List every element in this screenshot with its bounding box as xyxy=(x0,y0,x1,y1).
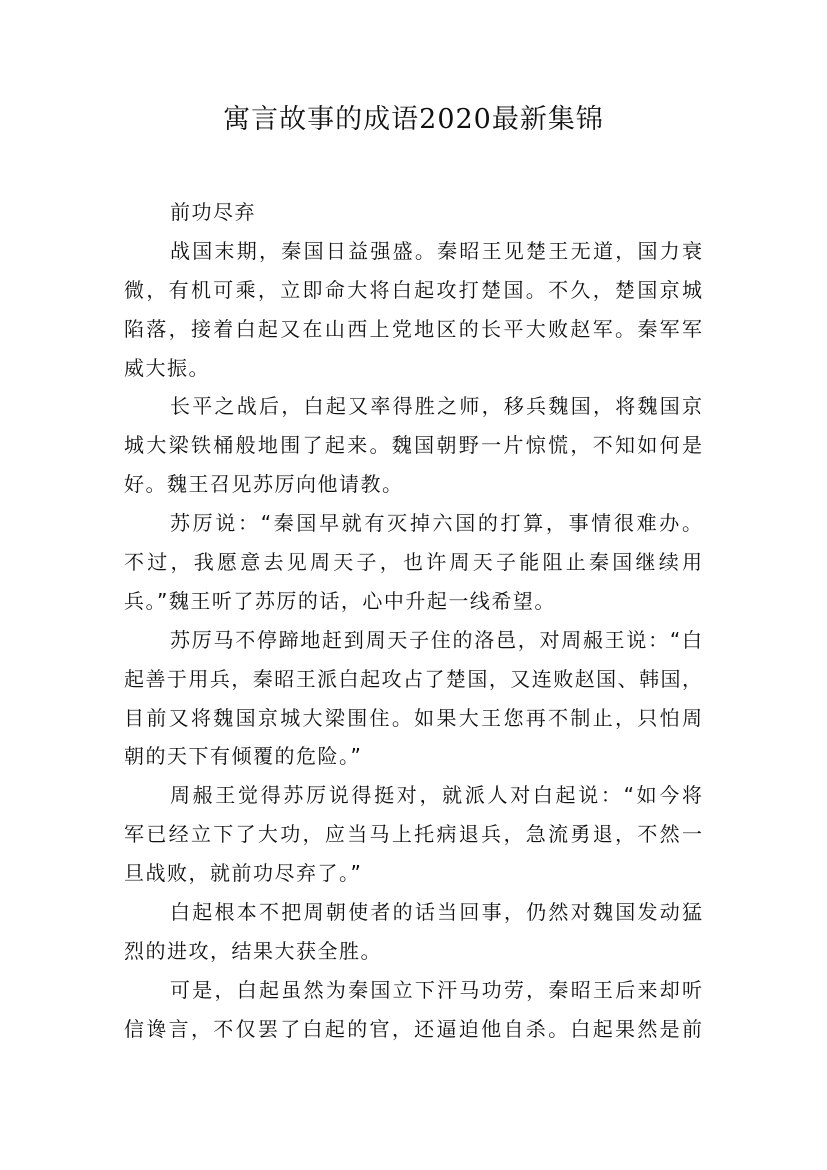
document-body xyxy=(124,193,702,1049)
section-heading: 前功尽弃 xyxy=(170,200,256,224)
paragraph-line: 周赧王觉得苏厉说得挺对，就派人对白起说：“如今将 xyxy=(170,783,702,808)
paragraph-line: 微，有机可乘，立即命大将白起攻打楚国。不久，楚国京城 xyxy=(124,277,702,302)
paragraph-line: 城大梁铁桶般地围了起来。魏国朝野一片惊慌，不知如何是 xyxy=(124,433,702,458)
paragraph-line: 旦战败，就前功尽弃了。” xyxy=(124,861,363,886)
document-title: 寓言故事的成语2020最新集锦 xyxy=(223,104,604,135)
paragraph-line: 陷落，接着白起又在山西上党地区的长平大败赵军。秦军军 xyxy=(124,316,702,341)
paragraph-line: 烈的进攻，结果大获全胜。 xyxy=(124,938,382,963)
paragraph-line: 兵。”魏王听了苏厉的话，心中升起一线希望。 xyxy=(124,588,556,613)
paragraph-line: 长平之战后，白起又率得胜之师，移兵魏国，将魏国京 xyxy=(170,394,702,419)
paragraph-line: 好。魏王召见苏厉向他请教。 xyxy=(124,472,404,497)
paragraph-line: 白起根本不把周朝使者的话当回事，仍然对魏国发动猛 xyxy=(170,900,702,925)
paragraph-line: 苏厉说：“秦国早就有灭掉六国的打算，事情很难办。 xyxy=(170,511,702,536)
paragraph-line: 起善于用兵，秦昭王派白起攻占了楚国，又连败赵国、韩国， xyxy=(124,666,702,691)
paragraph-line: 不过，我愿意去见周天子，也许周天子能阻止秦国继续用 xyxy=(124,550,702,575)
paragraph-line: 威大振。 xyxy=(124,355,210,380)
paragraph-line: 军已经立下了大功，应当马上托病退兵，急流勇退，不然一 xyxy=(124,822,702,847)
paragraph-line: 战国末期，秦国日益强盛。秦昭王见楚王无道，国力衰 xyxy=(170,238,702,263)
paragraph-line: 朝的天下有倾覆的危险。” xyxy=(124,744,363,769)
paragraph-line: 可是，白起虽然为秦国立下汗马功劳，秦昭王后来却听 xyxy=(170,977,702,1002)
paragraph-line: 苏厉马不停蹄地赶到周天子住的洛邑，对周赧王说：“白 xyxy=(170,627,702,652)
paragraph-line: 目前又将魏国京城大梁围住。如果大王您再不制止，只怕周 xyxy=(124,705,702,730)
paragraph-line: 信谗言，不仅罢了白起的官，还逼迫他自杀。白起果然是前 xyxy=(124,1016,702,1041)
